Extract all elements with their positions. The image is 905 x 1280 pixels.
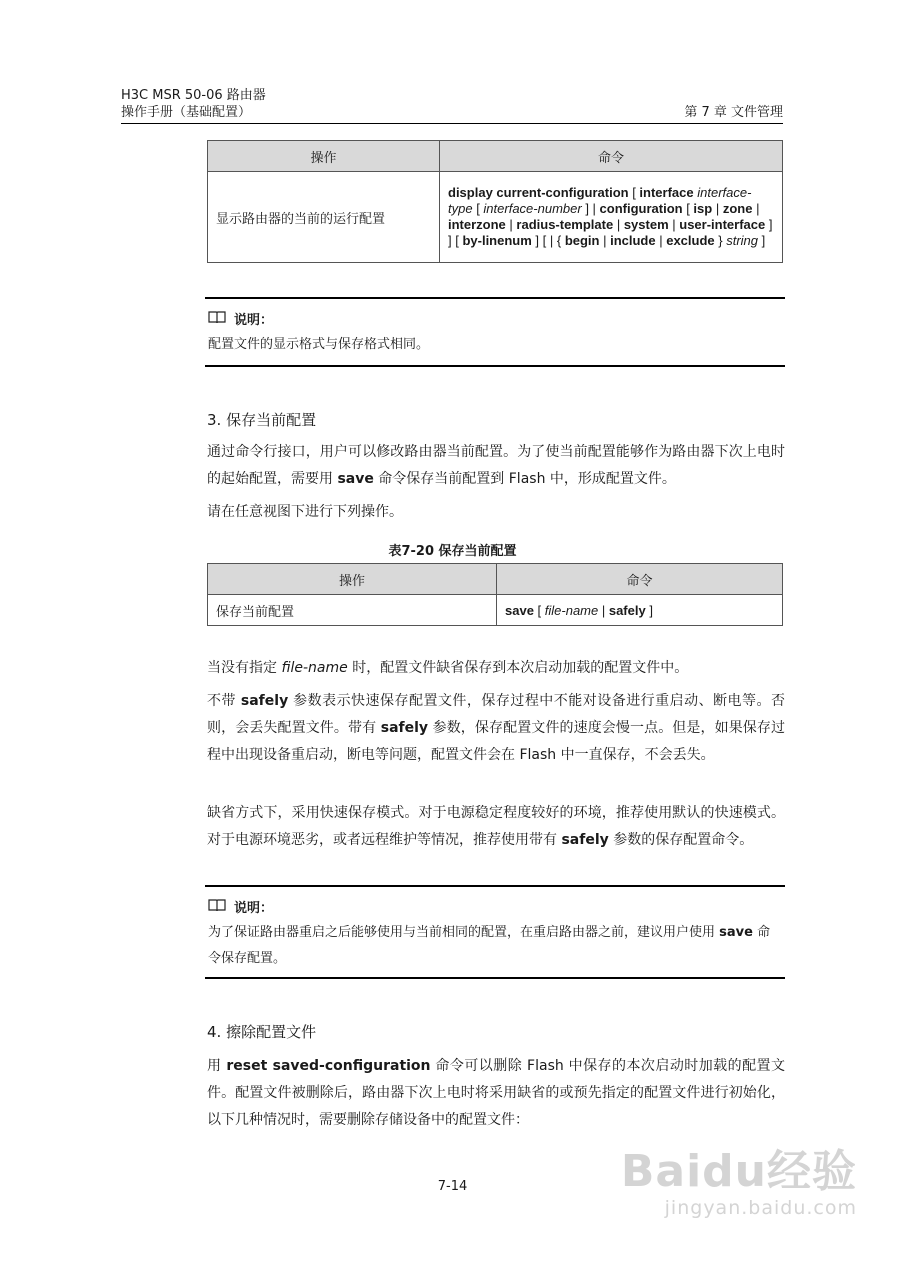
page-number: 7-14: [437, 1179, 468, 1194]
text-run: interface-number: [483, 201, 582, 216]
text-run: file-name: [281, 660, 348, 676]
table1-header-operation: 操作: [208, 141, 440, 172]
text-run: reset saved-configuration: [226, 1058, 431, 1074]
text-run: exclude: [666, 233, 715, 248]
text-run: interface: [639, 185, 694, 200]
text-run: save: [719, 925, 753, 940]
text-run: 不带: [207, 693, 241, 709]
text-run: |: [599, 233, 611, 248]
body-paragraph-safely: [207, 688, 785, 769]
text-run: |: [613, 217, 624, 232]
section4-title: 4. 擦除配置文件: [207, 1023, 317, 1041]
section3-paragraph-1: [207, 439, 785, 493]
baidu-watermark: [620, 1146, 857, 1222]
book-icon: [208, 310, 226, 328]
watermark-url: jingyan.baidu.com: [664, 1197, 857, 1219]
text-run: isp: [693, 201, 713, 216]
section3-paragraph-2: 请在任意视图下进行下列操作。: [207, 504, 403, 520]
table2-header-command: 命令: [497, 564, 783, 595]
header-rule: [121, 123, 783, 124]
text-run: 当没有指定: [207, 660, 282, 676]
table2-caption: 表7-20 保存当前配置: [388, 544, 517, 559]
text-run: ] ] [: [448, 217, 773, 248]
text-run: [: [533, 602, 545, 618]
text-run: user-interface: [679, 217, 766, 232]
watermark-logo: Baidu经验: [620, 1146, 857, 1197]
text-run: safely: [240, 693, 289, 709]
text-run: ]: [645, 602, 653, 618]
note2-header: [208, 897, 273, 916]
section4-paragraph-1: [207, 1053, 785, 1134]
note2-label: 说明：: [234, 901, 274, 916]
text-run: configuration: [599, 201, 683, 216]
text-run: save: [505, 602, 534, 618]
text-run: 命令保存当前配置到 Flash 中，形成配置文件。: [373, 471, 676, 487]
text-run: safely: [380, 720, 429, 736]
text-run: save: [337, 471, 374, 487]
text-run: 命令可以删除 Flash 中保存的本次启动时加载的配置文件。配置文件被删除后，路由器下次上电时将采用缺省的或预先指定的配置文件进行初始化，以下几种情况时，需要删除存储设备中的配置文件：: [207, 1058, 785, 1128]
text-run: 用: [207, 1058, 227, 1074]
note1-text: 配置文件的显示格式与保存格式相同。: [208, 337, 430, 352]
table1-header-command: 命令: [440, 141, 783, 172]
text-run: begin: [564, 233, 600, 248]
table2-header-operation: 操作: [208, 564, 497, 595]
text-run: safely: [608, 602, 646, 618]
text-run: |: [505, 217, 517, 232]
text-run: |: [712, 201, 723, 216]
text-run: |: [598, 602, 609, 618]
section3-title: 3. 保存当前配置: [207, 411, 317, 429]
header-product: H3C MSR 50-06 路由器: [121, 88, 266, 103]
text-run: ]: [758, 233, 766, 248]
text-run: safely: [561, 832, 609, 848]
table2-operation-cell: 保存当前配置: [208, 595, 497, 626]
header-chapter: 第 7 章 文件管理: [684, 105, 783, 120]
text-run: ] [ | {: [531, 233, 565, 248]
text-run: [: [628, 185, 640, 200]
text-run: }: [714, 233, 727, 248]
body-paragraph-filename: [207, 655, 785, 682]
table1-command-cell: [440, 172, 783, 263]
table1-operation-cell: 显示路由器的当前的运行配置: [208, 172, 440, 263]
table2-command-cell: [497, 595, 783, 626]
text-run: 为了保证路由器重启之后能够使用与当前相同的配置，在重启路由器之前，建议用户使用: [208, 925, 720, 940]
text-run: include: [610, 233, 656, 248]
note1-top-rule: [205, 297, 785, 299]
text-run: 缺省方式下，采用快速保存模式。对于电源稳定程度较好的环境，推荐使用默认的快速模式。对于电源环境恶劣，或者远程维护等情况，推荐使用带有: [207, 805, 785, 848]
header-manual: 操作手册（基础配置）: [121, 105, 252, 120]
text-run: [: [472, 201, 484, 216]
save-config-table: [207, 563, 783, 626]
text-run: 参数的保存配置命令。: [608, 832, 754, 848]
text-run: |: [668, 217, 680, 232]
text-run: by-linenum: [462, 233, 532, 248]
text-run: interface-type: [448, 185, 752, 216]
note2-top-rule: [205, 885, 785, 887]
note2-bottom-rule: [205, 977, 785, 979]
text-run: ] |: [581, 201, 600, 216]
note1-label: 说明：: [234, 313, 274, 328]
text-run: string: [726, 233, 759, 248]
text-run: radius-template: [516, 217, 614, 232]
note2-text: [208, 920, 783, 972]
text-run: 命令保存配置。: [208, 925, 771, 966]
text-run: 时，配置文件缺省保存到本次启动加载的配置文件中。: [347, 660, 689, 676]
body-paragraph-default-mode: [207, 800, 785, 854]
note1-header: [208, 309, 273, 328]
text-run: zone: [722, 201, 753, 216]
text-run: 参数，保存配置文件的速度会慢一点。但是，如果保存过程中出现设备重启动，断电等问题，配置文件会在 Flash 中一直保存，不会丢失。: [207, 720, 785, 763]
text-run: |: [655, 233, 667, 248]
text-run: interzone: [448, 217, 506, 232]
text-run: system: [623, 217, 669, 232]
text-run: |: [752, 201, 760, 216]
note1-bottom-rule: [205, 365, 785, 367]
text-run: file-name: [544, 602, 599, 618]
book-icon: [208, 898, 226, 916]
text-run: display current-configuration: [448, 185, 629, 200]
text-run: 通过命令行接口，用户可以修改路由器当前配置。为了使当前配置能够作为路由器下次上电时的起始配置，需要用: [207, 444, 785, 487]
text-run: 参数表示快速保存配置文件，保存过程中不能对设备进行重启动、断电等。否则，会丢失配置文件。带有: [207, 693, 786, 736]
text-run: [: [682, 201, 694, 216]
display-config-table: [207, 140, 783, 263]
